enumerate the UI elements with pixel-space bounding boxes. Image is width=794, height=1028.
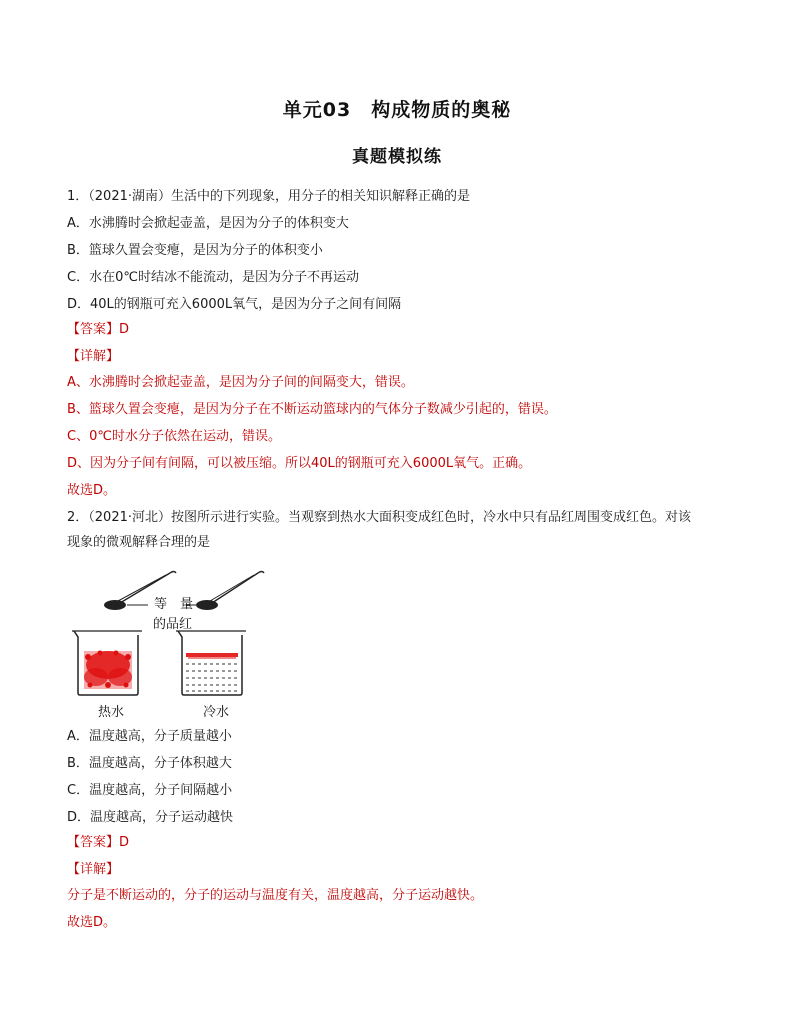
q1-option-c: C．水在0℃时结冰不能流动，是因为分子不再运动: [67, 270, 359, 285]
q1-explanation-d: D、因为分子间有间隔，可以被压缩。所以40L的钢瓶可充入6000L氧气。正确。: [67, 456, 532, 471]
beakers-illustration: [60, 565, 290, 725]
q2-stem-line1: 2．（2021·河北）按图所示进行实验。当观察到热水大面积变成红色时，冷水中只有品红周围变成红色。对该: [67, 510, 691, 525]
q1-conclusion: 故选D。: [67, 483, 117, 498]
q1-answer: 【答案】D: [67, 322, 130, 337]
q2-option-b: B．温度越高，分子体积越大: [67, 756, 232, 771]
q2-detail-label: 【详解】: [67, 862, 120, 877]
q1-explanation-c: C、0℃时水分子依然在运动，错误。: [67, 429, 281, 444]
q2-option-c: C．温度越高，分子间隔越小: [67, 783, 233, 798]
q2-answer: 【答案】D: [67, 835, 130, 850]
right-spatula: [196, 572, 264, 611]
q1-explanation-b: B、篮球久置会变瘪，是因为分子在不断运动篮球内的气体分子数减少引起的，错误。: [67, 402, 557, 417]
figure-label-equal-amount: 等 量: [154, 597, 194, 612]
q2-option-a: A．温度越高，分子质量越小: [67, 729, 232, 744]
q1-option-a: A．水沸腾时会掀起壶盖，是因为分子的体积变大: [67, 216, 349, 231]
hot-water-caption: 热水: [98, 705, 125, 720]
experiment-figure: [60, 565, 290, 725]
q1-option-b: B．篮球久置会变瘪，是因为分子的体积变小: [67, 243, 323, 258]
page-subtitle: 真题模拟练: [352, 147, 442, 167]
q2-option-d: D．温度越高，分子运动越快: [67, 810, 234, 825]
hot-water-dye: [84, 651, 132, 690]
cold-water-beaker: [176, 631, 246, 695]
q1-explanation-a: A、水沸腾时会掀起壶盖，是因为分子间的间隔变大，错误。: [67, 375, 414, 390]
q1-detail-label: 【详解】: [67, 349, 120, 364]
q1-stem: 1．（2021·湖南）生活中的下列现象，用分子的相关知识解释正确的是: [67, 189, 470, 204]
q2-stem-line2: 现象的微观解释合理的是: [67, 535, 211, 550]
q1-option-d: D．40L的钢瓶可充入6000L氧气，是因为分子之间有间隔: [67, 297, 402, 312]
page-title: 单元03 构成物质的奥秘: [282, 99, 512, 121]
hot-water-beaker: [72, 631, 142, 695]
figure-label-dye: 的品红: [153, 617, 193, 632]
cold-water-dye: [186, 653, 238, 659]
q2-conclusion: 故选D。: [67, 915, 117, 930]
q2-explanation: 分子是不断运动的，分子的运动与温度有关，温度越高，分子运动越快。: [67, 888, 484, 903]
cold-water-caption: 冷水: [203, 705, 230, 720]
cold-water-lines: [186, 664, 238, 691]
